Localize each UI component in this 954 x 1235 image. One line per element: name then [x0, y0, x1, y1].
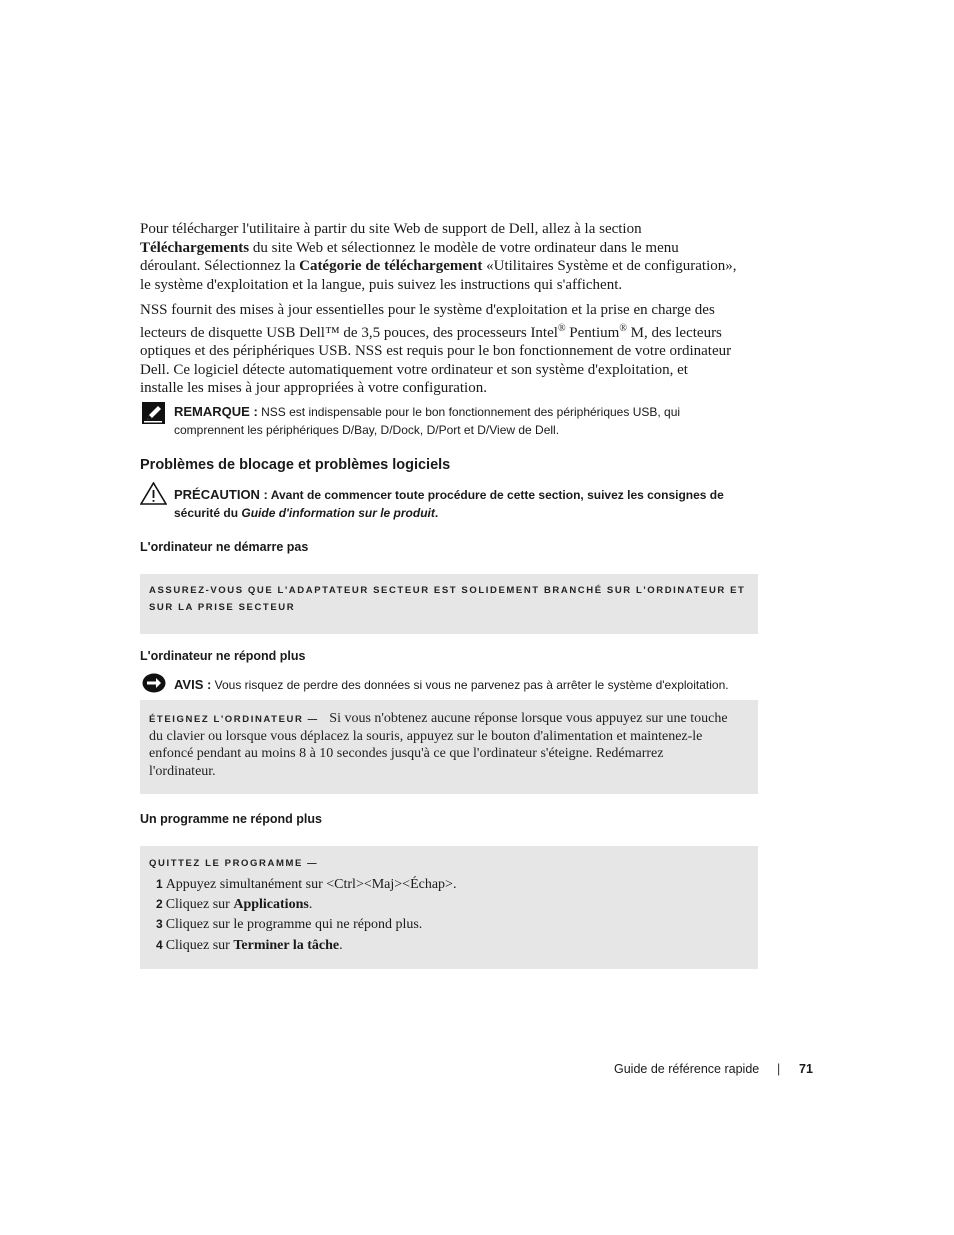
tip-title: QUITTEZ LE PROGRAMME —: [149, 858, 319, 869]
text: optiques et des périphériques USB. NSS est requis pour le bon fonctionnement de votre ordinateur: [140, 343, 732, 360]
subheading-no-start: L'ordinateur ne démarre pas: [140, 540, 309, 554]
step-number: 2: [156, 897, 163, 911]
text: «Utilitaires Système et de configuration»,: [482, 258, 737, 275]
registered-mark: ®: [557, 322, 566, 334]
notice-label: AVIS :: [174, 677, 212, 692]
text: .: [339, 938, 343, 953]
step-item: [156, 914, 422, 935]
tip-box-power-off: [140, 700, 758, 794]
text: le système d'exploitation et la langue, puis suivez les instructions qui s'affichent.: [140, 276, 623, 293]
subheading-no-response: L'ordinateur ne répond plus: [140, 649, 306, 663]
text: .: [434, 505, 439, 520]
note-icon: [142, 402, 165, 424]
text: Avant de commencer toute procédure de cette section, suivez les consignes de: [267, 488, 724, 502]
text: Pour télécharger l'utilitaire à partir du site Web de support de Dell, allez à la section: [140, 221, 642, 237]
text: M, des lecteurs: [626, 324, 722, 341]
caution-precaution: [174, 486, 764, 522]
note-remarque: [174, 403, 764, 439]
text: NSS fournit des mises à jour essentielles pour le système d'exploitation et la prise en charge des: [140, 302, 715, 318]
tip-line: SUR LA PRISE SECTEUR: [149, 602, 296, 613]
tip-box-adapter: [140, 574, 758, 634]
text: Dell. Ce logiciel détecte automatiquement votre ordinateur et son système d'exploitation, et: [140, 361, 688, 378]
text: l'ordinateur.: [149, 763, 216, 779]
text: Cliquez sur le programme qui ne répond plus.: [165, 917, 423, 932]
step-item: [156, 874, 456, 895]
footer-title: Guide de référence rapide: [614, 1062, 760, 1076]
downloads-term: Téléchargements: [140, 239, 250, 256]
text: enfoncé pendant au moins 8 à 10 secondes jusqu'à ce que l'ordinateur s'éteigne. Redémarrez: [149, 746, 664, 762]
note-label: REMARQUE :: [174, 404, 258, 419]
section-title: Problèmes de blocage et problèmes logiciels: [140, 457, 451, 473]
notice-icon: [142, 673, 166, 693]
text: Cliquez sur: [165, 938, 234, 953]
text: .: [308, 897, 313, 912]
text: lecteurs de disquette USB Dell™ de 3,5 pouces, des processeurs Intel: [140, 324, 558, 341]
tip-title: ÉTEIGNEZ L'ORDINATEUR —: [149, 714, 319, 725]
text: comprennent les périphériques D/Bay, D/Dock, D/Port et D/View de Dell.: [174, 422, 560, 437]
text: du site Web et sélectionnez le modèle de votre ordinateur dans le menu: [249, 239, 679, 256]
text: Si vous n'obtenez aucune réponse lorsque vous appuyez sur une touche: [329, 711, 728, 726]
download-category-term: Catégorie de téléchargement: [299, 258, 483, 275]
step-number: 1: [156, 877, 163, 891]
text: Pentium: [565, 324, 620, 341]
notice-avis: [174, 676, 774, 695]
text: Vous risquez de perdre des données si vous ne parvenez pas à arrêter le système d'exploitation.: [211, 678, 729, 692]
applications-term: Applications: [233, 897, 309, 912]
subheading-program-hang: Un programme ne répond plus: [140, 812, 322, 826]
text: déroulant. Sélectionnez la: [140, 258, 300, 275]
intro-paragraph: [140, 220, 760, 294]
page-number: 71: [799, 1062, 813, 1076]
step-item: [156, 894, 312, 915]
end-task-term: Terminer la tâche: [233, 938, 340, 953]
tip-content: [149, 710, 754, 780]
text: Appuyez simultanément sur <Ctrl><Maj><Échap>.: [165, 877, 457, 892]
step-number: 3: [156, 917, 163, 931]
text: installe les mises à jour appropriées à votre configuration.: [140, 380, 487, 397]
text: Cliquez sur: [165, 897, 234, 912]
product-guide-title: Guide d'information sur le produit: [241, 505, 435, 520]
registered-mark: ®: [619, 322, 627, 334]
text: NSS est indispensable pour le bon fonctionnement des périphériques USB, qui: [257, 405, 681, 419]
tip-line: ASSUREZ-VOUS QUE L'ADAPTATEUR SECTEUR EST SOLIDEMENT BRANCHÉ SUR L'ORDINATEUR ET: [149, 585, 746, 596]
step-number: 4: [156, 938, 163, 952]
step-item: [156, 935, 343, 956]
nss-paragraph: [140, 301, 760, 398]
footer-separator: |: [777, 1062, 781, 1076]
text: sécurité du: [174, 505, 242, 520]
text: du clavier ou lorsque vous déplacez la souris, appuyez sur le bouton d'alimentation et maintenez-le: [149, 729, 703, 745]
caution-label: PRÉCAUTION :: [174, 487, 268, 502]
caution-icon: [140, 482, 167, 505]
